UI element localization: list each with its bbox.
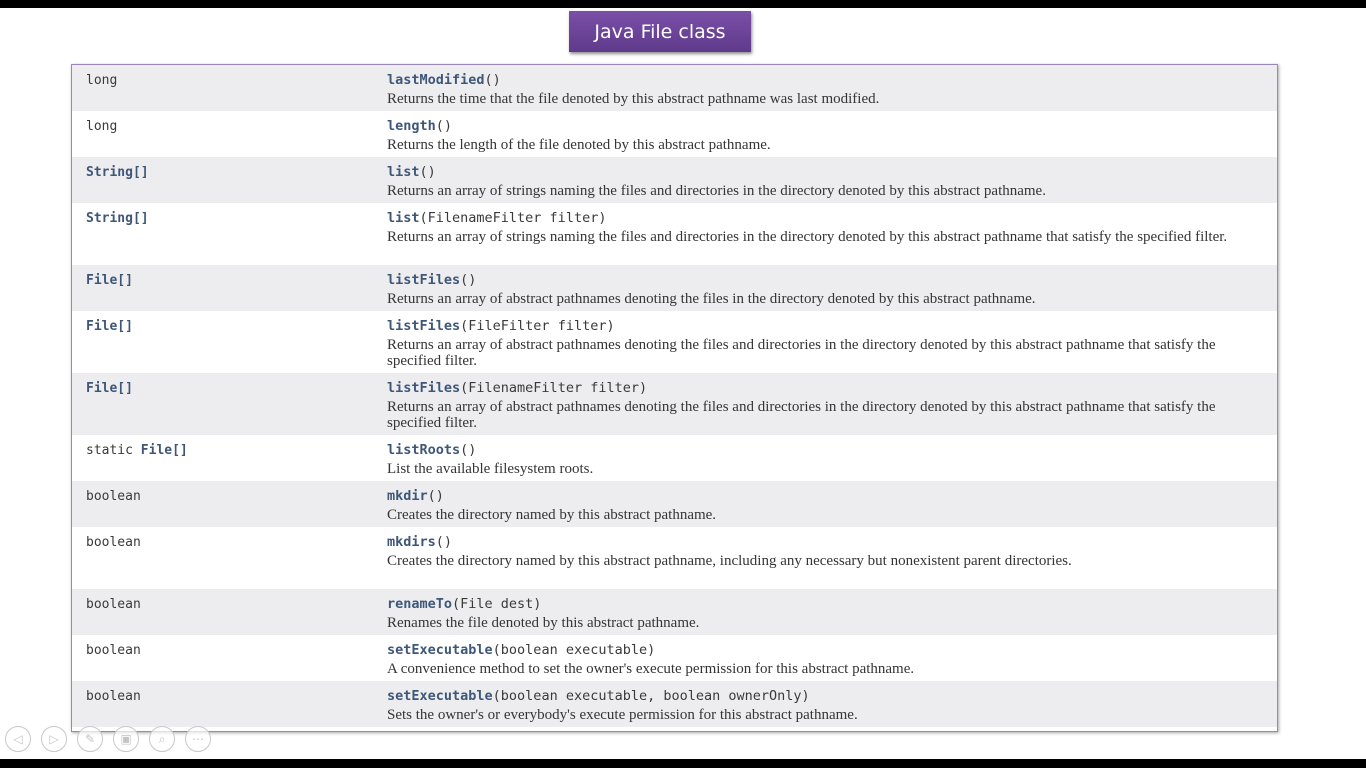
- method-signature[interactable]: renameTo(File dest): [387, 596, 542, 612]
- return-type: String[]: [86, 165, 149, 180]
- method-signature[interactable]: setExecutable(boolean executable): [387, 642, 656, 658]
- method-description: Returns the length of the file denoted by this abstract pathname.: [387, 137, 771, 153]
- method-description: Returns an array of strings naming the files and directories in the directory denoted by this abstract pathname.: [387, 183, 1046, 199]
- table-row: [72, 681, 1277, 727]
- method-description: List the available filesystem roots.: [387, 461, 594, 477]
- method-description: Sets the owner's or everybody's execute permission for this abstract pathname.: [387, 707, 858, 723]
- return-type: File[]: [86, 273, 133, 288]
- method-signature[interactable]: mkdirs(): [387, 534, 453, 550]
- method-summary-table: [71, 64, 1278, 732]
- method-signature[interactable]: listFiles(): [387, 272, 477, 288]
- table-row: [72, 311, 1277, 373]
- method-description: Returns an array of abstract pathnames denoting the files and directories in the directory denoted by this abstract pathname that satisfy the specified filter.: [387, 399, 1216, 431]
- return-type: boolean: [86, 489, 141, 504]
- method-signature[interactable]: list(FilenameFilter filter): [387, 210, 607, 226]
- table-row: [72, 589, 1277, 635]
- method-signature[interactable]: length(): [387, 118, 453, 134]
- return-type: long: [86, 73, 118, 88]
- next-icon[interactable]: ▷: [41, 726, 67, 752]
- method-signature[interactable]: list(): [387, 164, 436, 180]
- zoom-icon[interactable]: ⌕: [149, 726, 175, 752]
- table-row: [72, 203, 1277, 265]
- return-type: boolean: [86, 597, 141, 612]
- method-signature[interactable]: mkdir(): [387, 488, 444, 504]
- return-type: File[]: [86, 319, 133, 334]
- method-description: Creates the directory named by this abstract pathname, including any necessary but nonexistent parent directories.: [387, 553, 1072, 569]
- method-description: Returns the time that the file denoted by this abstract pathname was last modified.: [387, 91, 880, 107]
- method-signature[interactable]: listFiles(FilenameFilter filter): [387, 380, 648, 396]
- table-row: [72, 265, 1277, 311]
- method-description: Returns an array of strings naming the files and directories in the directory denoted by this abstract pathname that satisfy the specified filter.: [387, 229, 1228, 245]
- slideshow-toolbar: [5, 726, 211, 754]
- method-signature[interactable]: lastModified(): [387, 72, 501, 88]
- return-type: boolean: [86, 535, 141, 550]
- return-type: boolean: [86, 689, 141, 704]
- return-type: static File[]: [86, 443, 188, 458]
- pen-icon[interactable]: ✎: [77, 726, 103, 752]
- return-type: boolean: [86, 643, 141, 658]
- method-signature[interactable]: listRoots(): [387, 442, 477, 458]
- table-row: [72, 527, 1277, 589]
- method-signature[interactable]: setExecutable(boolean executable, boolean ownerOnly): [387, 688, 810, 704]
- table-row: [72, 157, 1277, 203]
- table-row: [72, 373, 1277, 435]
- return-type: String[]: [86, 211, 149, 226]
- method-description: Creates the directory named by this abstract pathname.: [387, 507, 717, 523]
- method-description: Returns an array of abstract pathnames denoting the files and directories in the directory denoted by this abstract pathname that satisfy the specified filter.: [387, 337, 1216, 369]
- bottom-black-bar: [0, 759, 1366, 768]
- more-icon[interactable]: ⋯: [185, 726, 211, 752]
- return-type: long: [86, 119, 118, 134]
- table-row: [72, 635, 1277, 681]
- slides-icon[interactable]: ▣: [113, 726, 139, 752]
- table-row: [72, 65, 1277, 111]
- table-row: [72, 481, 1277, 527]
- method-signature[interactable]: listFiles(FileFilter filter): [387, 318, 615, 334]
- method-description: A convenience method to set the owner's execute permission for this abstract pathname.: [387, 661, 915, 677]
- table-row: [72, 435, 1277, 481]
- top-black-bar: [0, 0, 1366, 8]
- slide-title: Java File class: [569, 11, 751, 52]
- method-description: Returns an array of abstract pathnames denoting the files in the directory denoted by this abstract pathname.: [387, 291, 1036, 307]
- method-description: Renames the file denoted by this abstract pathname.: [387, 615, 700, 631]
- return-type: File[]: [86, 381, 133, 396]
- previous-icon[interactable]: ◁: [5, 726, 31, 752]
- table-row: [72, 111, 1277, 157]
